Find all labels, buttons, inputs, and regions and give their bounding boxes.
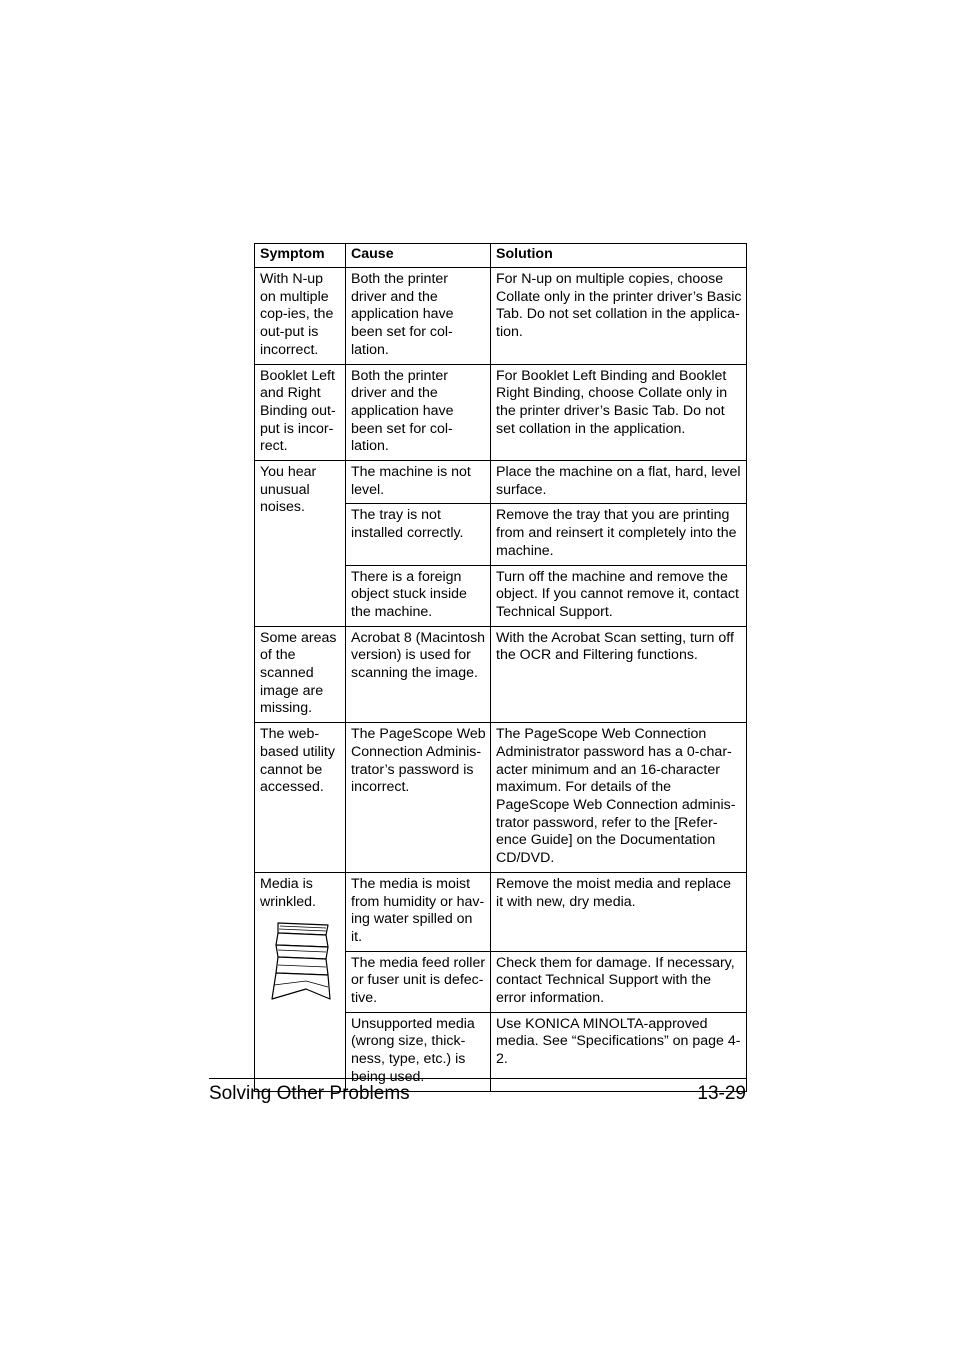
solution-cell: For Booklet Left Binding and Booklet Right Binding, choose Collate only in the printer driver’s Basic Tab. Do not set collation in the application. (491, 364, 747, 461)
cause-cell: The media feed roller or fuser unit is defec-tive. (346, 951, 491, 1012)
table-row (255, 723, 747, 873)
solution-cell: Remove the moist media and replace it with new, dry media. (491, 872, 747, 951)
solution-cell: For N-up on multiple copies, choose Collate only in the printer driver’s Basic Tab. Do not set collation in the applica-tion. (491, 268, 747, 365)
solution-cell: Use KONICA MINOLTA-approved media. See “Specifications” on page 4-2. (491, 1012, 747, 1091)
symptom-cell (255, 872, 346, 1091)
header-cause: Cause (346, 244, 491, 268)
solution-cell: With the Acrobat Scan setting, turn off the OCR and Filtering functions. (491, 626, 747, 723)
symptom-cell: With N-up on multiple cop-ies, the out-put is incorrect. (255, 268, 346, 365)
cause-cell: Both the printer driver and the application have been set for col-lation. (346, 364, 491, 461)
symptom-cell: Booklet Left and Right Binding out-put is incor-rect. (255, 364, 346, 461)
solution-cell: Place the machine on a flat, hard, level surface. (491, 461, 747, 504)
symptom-cell: You hear unusual noises. (255, 461, 346, 627)
table-row (255, 626, 747, 723)
solution-cell: Turn off the machine and remove the object. If you cannot remove it, contact Technical Support. (491, 565, 747, 626)
header-symptom: Symptom (255, 244, 346, 268)
table-header-row (255, 244, 747, 268)
table-row (255, 364, 747, 461)
table-row (255, 872, 747, 951)
footer-divider (209, 1078, 746, 1079)
cause-cell: The PageScope Web Connection Adminis-trator’s password is incorrect. (346, 723, 491, 873)
troubleshooting-table (254, 243, 747, 1092)
cause-cell: Acrobat 8 (Macintosh version) is used for scanning the image. (346, 626, 491, 723)
wrinkled-media-icon (268, 919, 334, 1003)
table-row (255, 268, 747, 365)
table-row (255, 461, 747, 504)
symptom-cell: Some areas of the scanned image are missing. (255, 626, 346, 723)
footer-section-title: Solving Other Problems (209, 1083, 410, 1104)
cause-cell: The machine is not level. (346, 461, 491, 504)
cause-cell: Both the printer driver and the application have been set for col-lation. (346, 268, 491, 365)
solution-cell: The PageScope Web Connection Administrator password has a 0-char-acter minimum and an 16-character maximum. For details of the PageScope Web Connection adminis-trator password, refer to the [Refer-ence Guide] on the Documentation CD/DVD. (491, 723, 747, 873)
cause-cell: The media is moist from humidity or hav-ing water spilled on it. (346, 872, 491, 951)
symptom-text: Media is wrinkled. (260, 875, 316, 910)
header-solution: Solution (491, 244, 747, 268)
solution-cell: Check them for damage. If necessary, contact Technical Support with the error information. (491, 951, 747, 1012)
cause-cell: Unsupported media (wrong size, thick-ness, type, etc.) is being used. (346, 1012, 491, 1091)
cause-cell: The tray is not installed correctly. (346, 504, 491, 565)
cause-cell: There is a foreign object stuck inside the machine. (346, 565, 491, 626)
symptom-cell: The web-based utility cannot be accessed. (255, 723, 346, 873)
page-number: 13-29 (697, 1083, 746, 1104)
solution-cell: Remove the tray that you are printing from and reinsert it completely into the machine. (491, 504, 747, 565)
